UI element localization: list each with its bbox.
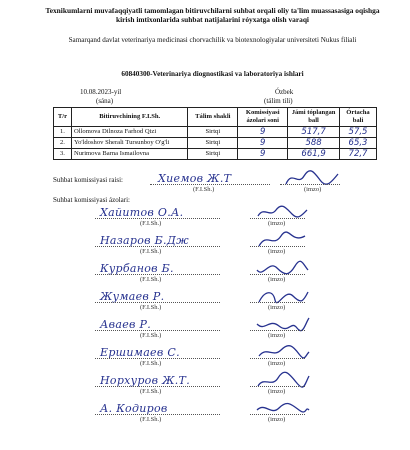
row-total: 517,7 <box>288 127 340 138</box>
table-row <box>54 149 377 160</box>
name-line <box>95 358 220 359</box>
member-signature-row <box>0 206 410 232</box>
row-total: 588 <box>288 138 340 149</box>
row-name: Nurimova Barna Ismailovna <box>71 149 187 160</box>
row-num: 1. <box>54 127 72 138</box>
row-count: 9 <box>238 149 288 160</box>
row-avg: 65,3 <box>340 138 377 149</box>
sign-caption: (imzo) <box>268 248 286 255</box>
row-num: 3. <box>54 149 72 160</box>
sign-caption: (imzo) <box>304 186 322 193</box>
member-handwritten-name: Хайитов О.А. <box>100 206 184 219</box>
member-handwritten-name: Курбанов Б. <box>100 262 174 275</box>
member-signature-row <box>0 346 410 372</box>
table-header-row <box>54 108 377 127</box>
institution-name: Samarqand davlat veterinariya medicinasi chorvachilik va biotexnologiyalar universiteti Nukus filiali <box>68 36 357 44</box>
sign-line <box>250 330 305 331</box>
member-signature-row <box>0 234 410 260</box>
table-row <box>54 138 377 149</box>
member-signature-row <box>0 402 410 428</box>
member-handwritten-name: Жумаев Р. <box>100 290 165 303</box>
name-line <box>95 330 220 331</box>
sign-caption: (imzo) <box>268 388 286 395</box>
member-signature-row <box>0 290 410 316</box>
member-handwritten-name: А. Кодиров <box>100 402 168 415</box>
document-title: Texnikumlarni muvafaqqiyatli tamomlagan bitiruvchilarni suhbat orqali oliy ta'lim muassasasiga oqishga kirish imtixonlarida suhbat natijalarini róyxatga olish varaqi <box>45 6 380 24</box>
name-line <box>95 246 220 247</box>
row-avg: 57,5 <box>340 127 377 138</box>
name-caption: (F.I.Sh.) <box>193 186 215 193</box>
chair-signature-row <box>0 172 410 198</box>
header-form: Tálim shakli <box>188 108 238 127</box>
name-line <box>95 302 220 303</box>
chair-label: Suhbat komissiyasi raisi: <box>53 176 123 184</box>
header-total: Jámi tóplangan ball <box>288 108 340 127</box>
date-caption: (sána) <box>96 97 114 105</box>
row-count: 9 <box>238 138 288 149</box>
name-line <box>150 184 270 185</box>
date-language-line <box>60 88 360 108</box>
sign-caption: (imzo) <box>268 220 286 227</box>
sign-caption: (imzo) <box>268 276 286 283</box>
sign-line <box>250 386 305 387</box>
row-total: 661,9 <box>288 149 340 160</box>
results-table <box>53 107 377 160</box>
name-caption: (F.I.Sh.) <box>140 332 162 339</box>
sign-line <box>250 302 305 303</box>
name-line <box>95 218 220 219</box>
row-name: Yo'ldoshov Sherali Tursunboy O'g'li <box>71 138 187 149</box>
member-signature-row <box>0 374 410 400</box>
sign-caption: (imzo) <box>268 360 286 367</box>
exam-date: 10.08.2023-yil <box>80 88 122 96</box>
sign-line <box>280 184 340 185</box>
row-form: Sirtqi <box>188 149 238 160</box>
name-line <box>95 386 220 387</box>
member-signature-row <box>0 262 410 288</box>
members-label: Suhbat komissiyasi ázolari: <box>53 196 130 204</box>
name-caption: (F.I.Sh.) <box>140 276 162 283</box>
member-handwritten-name: Назаров Б.Дж <box>100 234 189 247</box>
name-caption: (F.I.Sh.) <box>140 416 162 423</box>
name-caption: (F.I.Sh.) <box>140 388 162 395</box>
name-caption: (F.I.Sh.) <box>140 304 162 311</box>
table-row <box>54 127 377 138</box>
language-caption: (tálim tili) <box>264 97 293 105</box>
study-language: Ózbek <box>275 88 294 96</box>
row-form: Sirtqi <box>188 138 238 149</box>
row-avg: 72,7 <box>340 149 377 160</box>
chair-handwritten-name: Хиемов Ж.Т <box>158 172 232 185</box>
sign-line <box>250 414 305 415</box>
sign-line <box>250 246 305 247</box>
sign-caption: (imzo) <box>268 304 286 311</box>
name-caption: (F.I.Sh.) <box>140 248 162 255</box>
row-name: Ollomova Dilnoza Farhod Qizi <box>71 127 187 138</box>
sign-caption: (imzo) <box>268 332 286 339</box>
sign-caption: (imzo) <box>268 416 286 423</box>
sign-line <box>250 358 305 359</box>
header-num: T/r <box>54 108 72 127</box>
row-form: Sirtqi <box>188 127 238 138</box>
member-signature-row <box>0 318 410 344</box>
header-count: Komissiyasi ázolari soni <box>238 108 288 127</box>
member-handwritten-name: Ершимаев С. <box>100 346 180 359</box>
name-caption: (F.I.Sh.) <box>140 360 162 367</box>
name-caption: (F.I.Sh.) <box>140 220 162 227</box>
sign-line <box>250 218 305 219</box>
member-handwritten-name: Аваев Р. <box>100 318 151 331</box>
sign-line <box>250 274 305 275</box>
name-line <box>95 414 220 415</box>
row-num: 2. <box>54 138 72 149</box>
header-name: Bitiruvchining F.I.Sh. <box>71 108 187 127</box>
member-handwritten-name: Норхуров Ж.Т. <box>100 374 190 387</box>
specialty-code: 60840300-Veterinariya diognostikasi va laboratoriya ishlari <box>121 70 304 78</box>
row-count: 9 <box>238 127 288 138</box>
name-line <box>95 274 220 275</box>
header-avg: Órtacha bali <box>340 108 377 127</box>
